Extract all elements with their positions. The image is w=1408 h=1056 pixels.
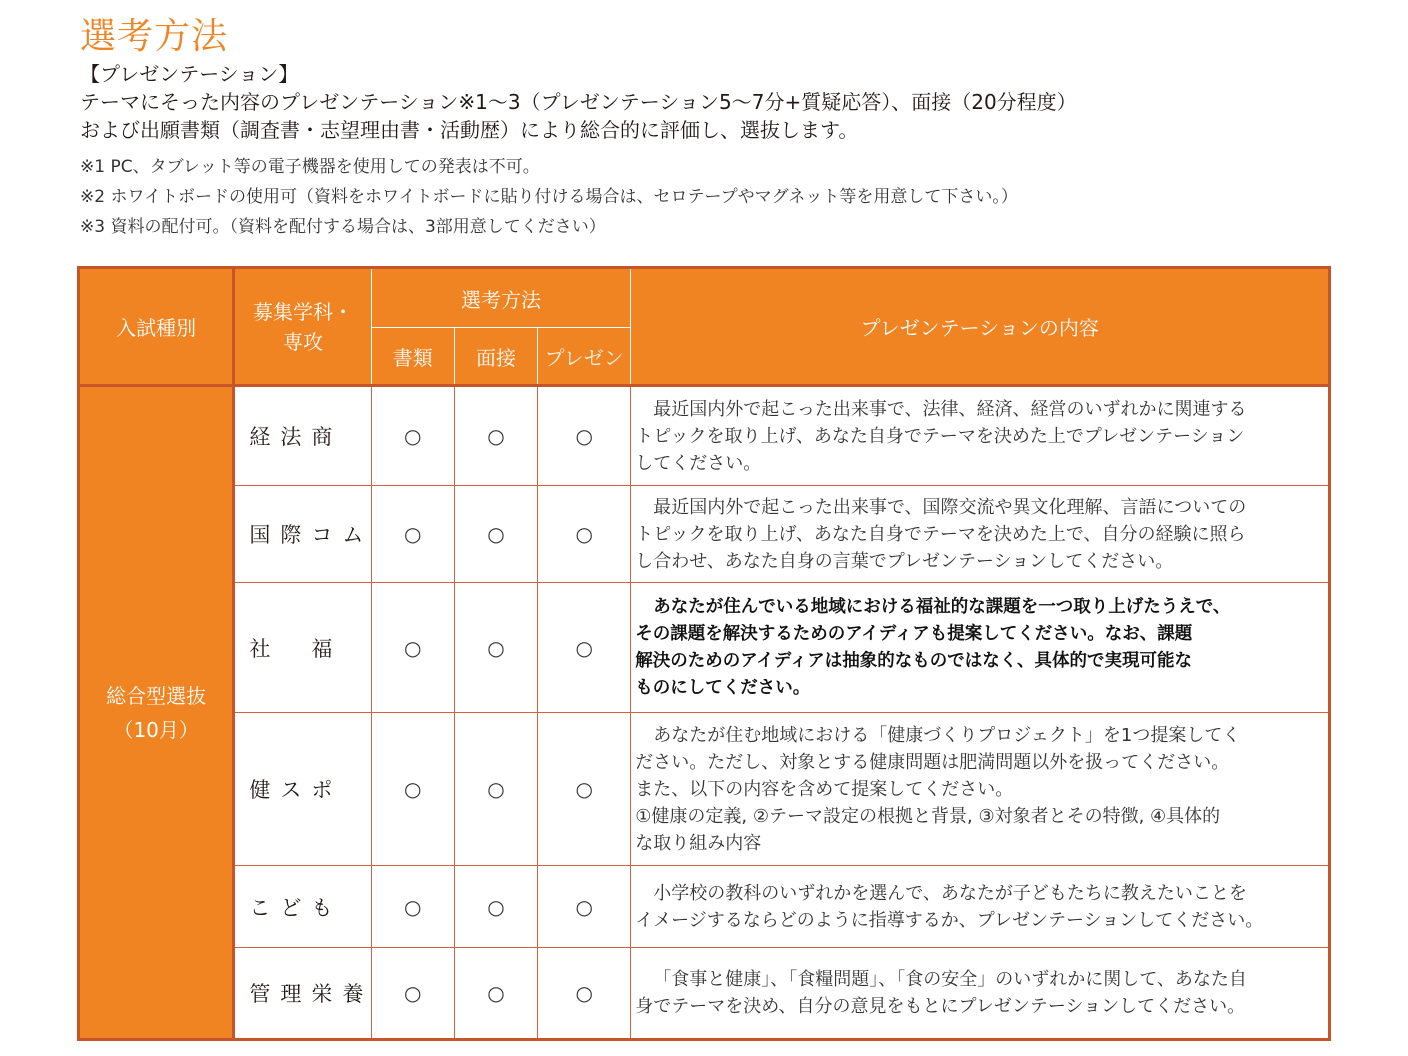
documents-mark: ○: [371, 713, 454, 866]
content-cell: [631, 866, 1330, 948]
content-line: トピックを取り上げ、あなた自身でテーマを決めた上でプレゼンテーション: [635, 425, 1245, 447]
section-subtitle: 【プレゼンテーション】: [80, 62, 299, 86]
presentation-mark: ○: [538, 948, 631, 1040]
content-line: あなたが住む地域における「健康づくりプロジェクト」を1つ提案してく: [653, 724, 1241, 746]
selection-table: [77, 266, 1331, 1041]
content-line: あなたが住んでいる地域における福祉的な課題を一つ取り上げたうえで、: [653, 596, 1231, 617]
dept-cell: 社 福: [234, 583, 371, 713]
table-row: [79, 583, 1330, 713]
presentation-mark: ○: [538, 386, 631, 486]
content-line: し合わせ、あなた自身の言葉でプレゼンテーションしてください。: [635, 550, 1174, 572]
content-line: 身でテーマを決め、自分の意見をもとにプレゼンテーションしてください。: [635, 996, 1246, 1017]
content-line: ださい。ただし、対象とする健康問題は肥満問題以外を扱ってください。: [635, 751, 1230, 773]
content-line: 解決のためのアイディアは抽象的なものではなく、具体的で実現可能な: [635, 650, 1192, 671]
header-presentation: プレゼン: [538, 328, 631, 386]
header-content: プレゼンテーションの内容: [631, 268, 1330, 386]
header-department: [234, 268, 371, 386]
content-cell: [631, 486, 1330, 583]
interview-mark: ○: [454, 386, 537, 486]
presentation-mark: ○: [538, 866, 631, 948]
dept-cell: こども: [234, 866, 371, 948]
documents-mark: ○: [371, 583, 454, 713]
exam-type-month: （10月）: [113, 717, 199, 742]
exam-type-label: 総合型選抜: [106, 683, 207, 708]
page-title: 選考方法: [80, 16, 229, 57]
content-line: 小学校の教科のいずれかを選んで、あなたが子どもたちに教えたいことを: [653, 882, 1247, 904]
header-exam-type: 入試種別: [79, 268, 234, 386]
content-line: ものにしてください。: [635, 677, 811, 698]
table-row: [79, 866, 1330, 948]
content-line: 「食事と健康」、「食糧問題」、「食の安全」のいずれかに関して、あなた自: [653, 969, 1247, 990]
content-line: 最近国内外で起こった出来事で、国際交流や異文化理解、言語についての: [653, 496, 1247, 518]
dept-cell: 国際コム: [234, 486, 371, 583]
content-cell: [631, 948, 1330, 1040]
documents-mark: ○: [371, 866, 454, 948]
interview-mark: ○: [454, 713, 537, 866]
content-line: その課題を解決するためのアイディアも提案してください。なお、課題: [635, 623, 1193, 644]
header-documents: 書類: [371, 328, 454, 386]
interview-mark: ○: [454, 486, 537, 583]
header-interview: 面接: [454, 328, 537, 386]
documents-mark: ○: [371, 386, 454, 486]
content-line: 最近国内外で起こった出来事で、法律、経済、経営のいずれかに関連する: [653, 398, 1247, 420]
header-department-line1: 募集学科・: [253, 299, 354, 324]
table-row: [79, 713, 1330, 866]
content-line: してください。: [635, 452, 762, 474]
content-cell: [631, 713, 1330, 866]
content-cell: [631, 386, 1330, 486]
documents-mark: ○: [371, 948, 454, 1040]
interview-mark: ○: [454, 948, 537, 1040]
table-row: [79, 486, 1330, 583]
content-line: な取り組み内容: [635, 832, 762, 854]
header-department-line2: 専攻: [283, 329, 324, 354]
content-cell: [631, 583, 1330, 713]
content-line: ①健康の定義, ②テーマ設定の根拠と背景, ③対象者とその特徴, ④具体的: [635, 805, 1221, 827]
intro-text: [80, 88, 1380, 144]
interview-mark: ○: [454, 866, 537, 948]
dept-cell: 経法商: [234, 386, 371, 486]
dept-cell: 管理栄養: [234, 948, 371, 1040]
header-method: 選考方法: [371, 268, 631, 328]
documents-mark: ○: [371, 486, 454, 583]
note-2: ※2 ホワイトボードの使用可（資料をホワイトボードに貼り付ける場合は、セロテープやマグネット等を用意して下さい。）: [80, 187, 1018, 207]
content-line: トピックを取り上げ、あなた自身でテーマを決めた上で、自分の経験に照ら: [635, 523, 1246, 545]
presentation-mark: ○: [538, 486, 631, 583]
presentation-mark: ○: [538, 583, 631, 713]
interview-mark: ○: [454, 583, 537, 713]
content-line: イメージするならどのように指導するか、プレゼンテーションしてください。: [635, 909, 1264, 931]
note-1: ※1 PC、タブレット等の電子機器を使用しての発表は不可。: [80, 157, 540, 177]
table-row: [79, 386, 1330, 486]
content-line: また、以下の内容を含めて提案してください。: [635, 778, 1014, 800]
table-row: [79, 948, 1330, 1040]
exam-type-cell: [79, 386, 234, 1040]
notes: [80, 152, 1380, 242]
note-3: ※3 資料の配付可。（資料を配付する場合は、3部用意してください）: [80, 217, 606, 237]
intro-line: テーマにそった内容のプレゼンテーション※1～3（プレゼンテーション5～7分+質疑応答）、面接（20分程度）: [80, 90, 1077, 114]
presentation-mark: ○: [538, 713, 631, 866]
intro-line: および出願書類（調査書・志望理由書・活動歴）により総合的に評価し、選抜します。: [80, 118, 859, 142]
dept-cell: 健スポ: [234, 713, 371, 866]
